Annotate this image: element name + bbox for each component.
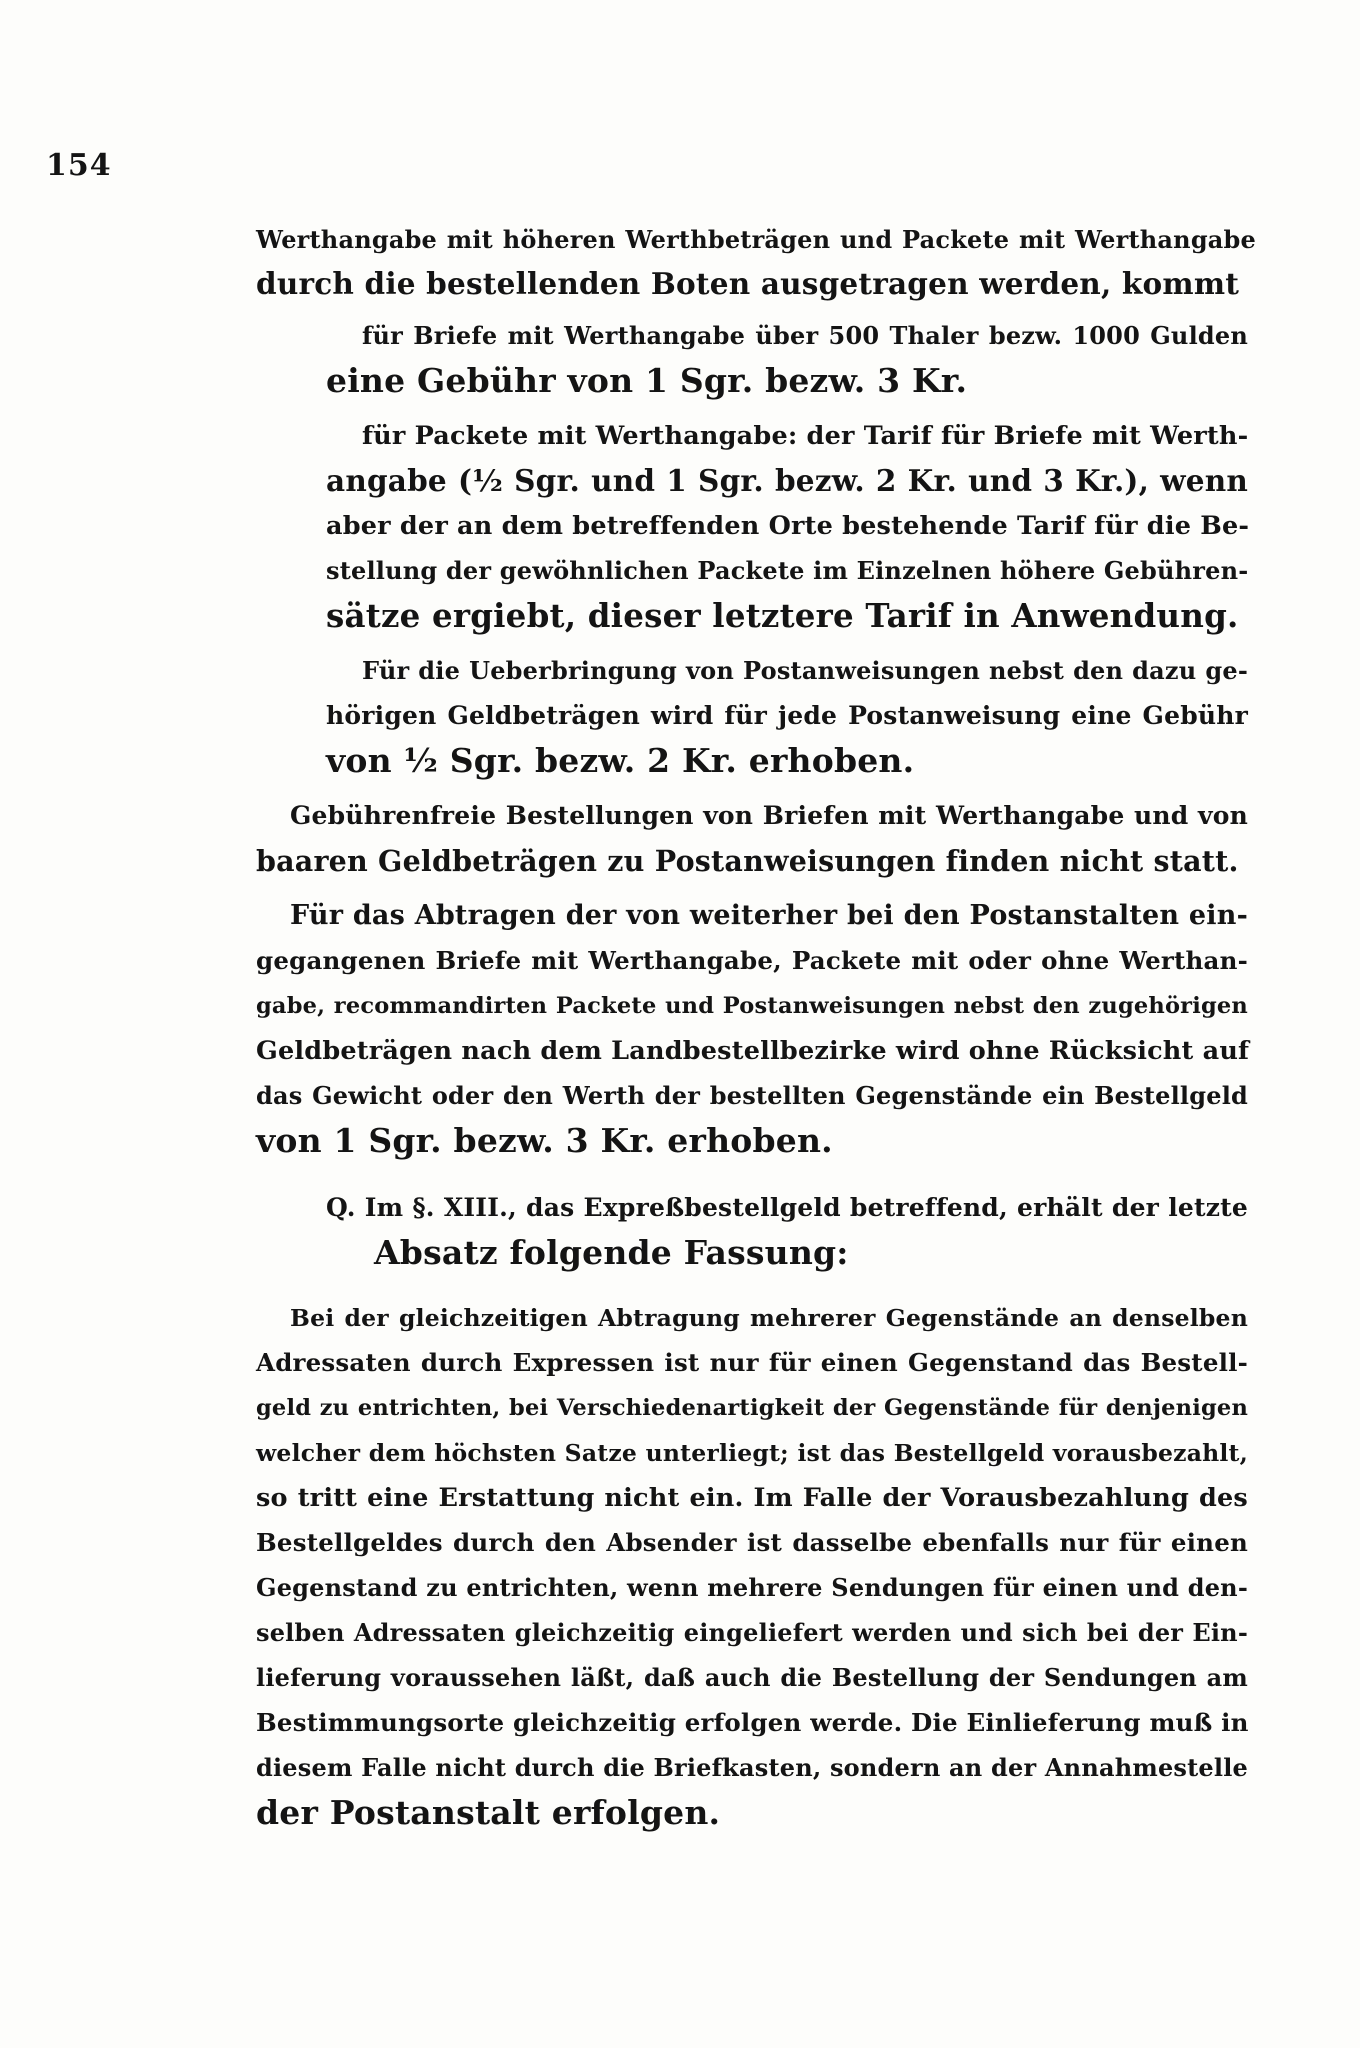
text-line: sätze ergiebt, dieser letztere Tarif in Anwendung. xyxy=(326,596,1239,635)
text-line: der Postanstalt erfolgen. xyxy=(256,1793,721,1832)
text-line: für Packete mit Werthangabe: der Tarif für Briefe mit Werth- xyxy=(362,421,1249,451)
text-line: lieferung voraussehen läßt, daß auch die Bestellung der Sendungen am xyxy=(256,1663,1248,1692)
text-line: Gebührenfreie Bestellungen von Briefen mit Werthangabe und von xyxy=(290,801,1248,830)
text-line: durch die bestellenden Boten ausgetragen werden, kommt xyxy=(256,266,1240,301)
text-line: das Gewicht oder den Werth der bestellten Gegenstände ein Bestellgeld xyxy=(256,1081,1248,1110)
text-line: Geldbeträgen nach dem Landbestellbezirke wird ohne Rücksicht auf xyxy=(256,1036,1250,1066)
text-line: Bei der gleichzeitigen Abtragung mehrerer Gegenstände an denselben xyxy=(290,1304,1248,1332)
text-line: Q. Im §. XIII., das Expreßbestellgeld betreffend, erhält der letzte xyxy=(326,1193,1248,1222)
text-line: diesem Falle nicht durch die Briefkasten, sondern an der Annahmestelle xyxy=(256,1753,1248,1782)
text-line: Absatz folgende Fassung: xyxy=(374,1233,849,1272)
text-line: von ½ Sgr. bezw. 2 Kr. erhoben. xyxy=(326,741,915,780)
page-number: 154 xyxy=(46,148,112,183)
text-line: hörigen Geldbeträgen wird für jede Postanweisung eine Gebühr xyxy=(326,701,1248,730)
text-line: stellung der gewöhnlichen Packete im Einzelnen höhere Gebühren- xyxy=(326,556,1249,585)
text-line: eine Gebühr von 1 Sgr. bezw. 3 Kr. xyxy=(326,361,968,400)
text-line: so tritt eine Erstattung nicht ein. Im Falle der Vorausbezahlung des xyxy=(256,1483,1248,1513)
text-line: baaren Geldbeträgen zu Postanweisungen finden nicht statt. xyxy=(256,844,1239,878)
text-line: Werthangabe mit höheren Werthbeträgen und Packete mit Werthangabe xyxy=(256,225,1256,254)
text-line: Für die Ueberbringung von Postanweisungen nebst den dazu ge- xyxy=(362,656,1248,685)
text-line: Bestellgeldes durch den Absender ist dasselbe ebenfalls nur für einen xyxy=(256,1528,1248,1557)
text-line: angabe (½ Sgr. und 1 Sgr. bezw. 2 Kr. und 3 Kr.), wenn xyxy=(326,463,1248,498)
text-line: gabe, recommandirten Packete und Postanweisungen nebst den zugehörigen xyxy=(256,993,1248,1019)
text-line: von 1 Sgr. bezw. 3 Kr. erhoben. xyxy=(256,1121,833,1160)
text-line: aber der an dem betreffenden Orte bestehende Tarif für die Be- xyxy=(326,511,1250,541)
text-line: welcher dem höchsten Satze unterliegt; ist das Bestellgeld vorausbezahlt, xyxy=(256,1439,1248,1467)
text-line: Adressaten durch Expressen ist nur für einen Gegenstand das Bestell- xyxy=(256,1348,1248,1377)
text-line: Gegenstand zu entrichten, wenn mehrere Sendungen für einen und den- xyxy=(256,1573,1248,1602)
text-line: gegangenen Briefe mit Werthangabe, Packete mit oder ohne Werthan- xyxy=(256,946,1248,975)
text-line: Für das Abtragen der von weiterher bei den Postanstalten ein- xyxy=(290,900,1248,931)
text-line: geld zu entrichten, bei Verschiedenartigkeit der Gegenstände für denjenigen xyxy=(256,1395,1248,1421)
text-line: selben Adressaten gleichzeitig eingeliefert werden und sich bei der Ein- xyxy=(256,1618,1248,1647)
text-line: für Briefe mit Werthangabe über 500 Thaler bezw. 1000 Gulden xyxy=(362,321,1248,350)
text-line: Bestimmungsorte gleichzeitig erfolgen werde. Die Einlieferung muß in xyxy=(256,1708,1249,1737)
